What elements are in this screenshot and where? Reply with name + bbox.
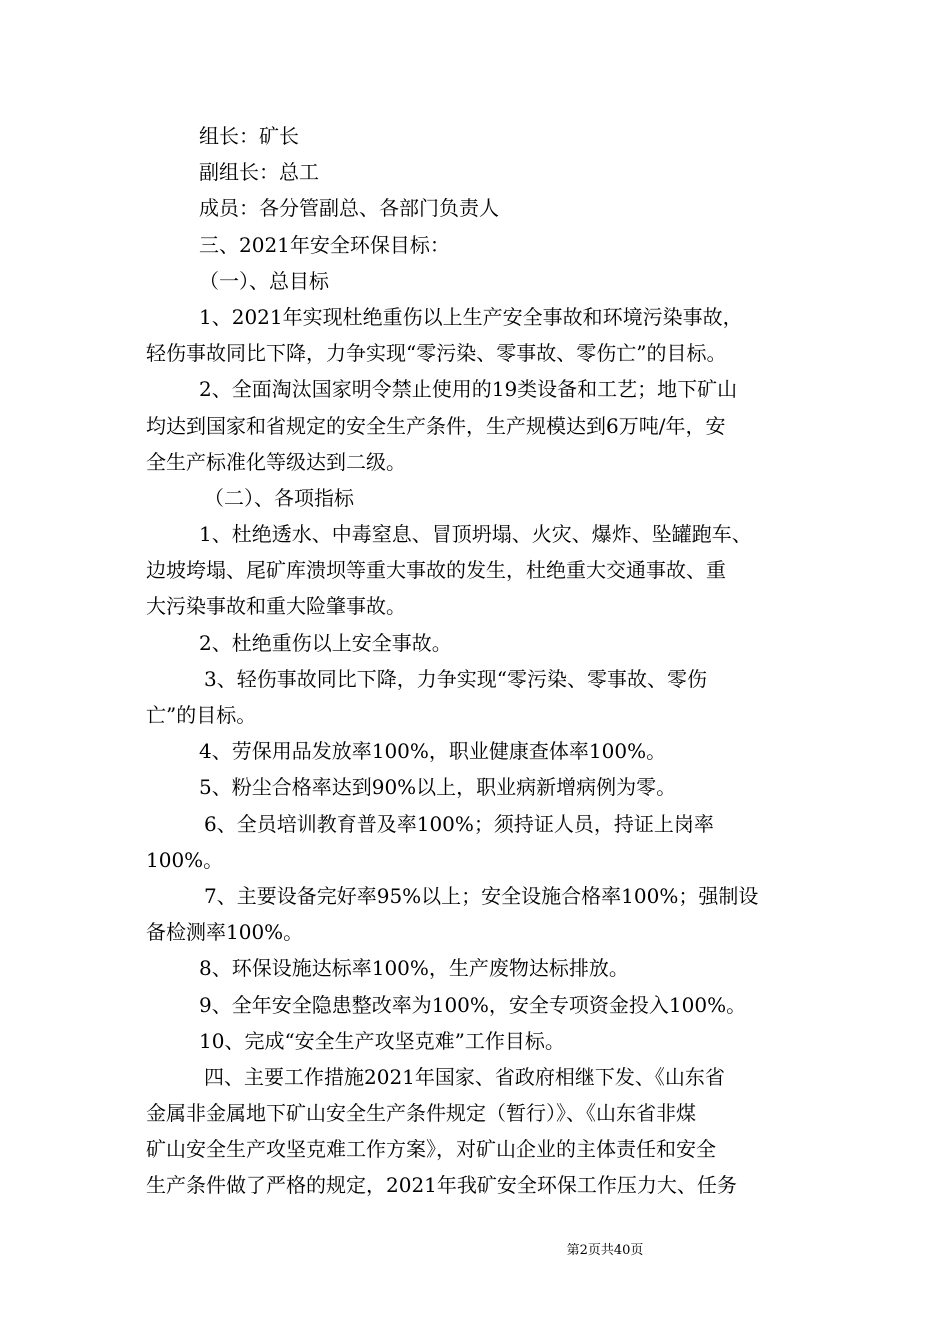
- text-line: 矿山安全生产攻坚克难工作方案》，对矿山企业的主体责任和安全: [146, 1137, 716, 1162]
- text-line: 大污染事故和重大险肇事故。: [146, 594, 406, 619]
- text-line: 均达到国家和省规定的安全生产条件，生产规模达到6万吨/年，安: [146, 413, 726, 438]
- text-line: 100%。: [146, 847, 224, 872]
- text-line: 6、全员培训教育普及率100%；须持证人员，持证上岗率: [204, 811, 714, 836]
- document-body: [146, 118, 811, 1204]
- subsection-heading: （一）、总目标: [199, 268, 329, 293]
- text-line: 生产条件做了严格的规定，2021年我矿安全环保工作压力大、任务: [146, 1173, 737, 1198]
- text-line: 3、轻伤事故同比下降，力争实现“零污染、零事故、零伤: [204, 666, 707, 691]
- text-line: 1、2021年实现杜绝重伤以上生产安全事故和环境污染事故，: [199, 304, 743, 329]
- text-line: 组长：矿长: [199, 124, 299, 148]
- text-line: 亡”的目标。: [146, 703, 257, 727]
- text-line: 1、杜绝透水、中毒窒息、冒顶坍塌、火灾、爆炸、坠罐跑车、: [199, 522, 752, 547]
- text-line: 8、环保设施达标率100%，生产废物达标排放。: [199, 956, 629, 981]
- section-heading: 三、2021年安全环保目标：: [199, 232, 450, 257]
- text-line: 全生产标准化等级达到二级。: [146, 449, 406, 474]
- text-line: 成员：各分管副总、各部门负责人: [199, 196, 499, 221]
- text-line: 轻伤事故同比下降，力争实现“零污染、零事故、零伤亡”的目标。: [146, 341, 727, 366]
- text-line: 2、全面淘汰国家明令禁止使用的19类设备和工艺；地下矿山: [199, 377, 738, 402]
- text-line: 5、粉尘合格率达到90%以上，职业病新增病例为零。: [199, 775, 677, 800]
- text-line: 边坡垮塌、尾矿库溃坝等重大事故的发生，杜绝重大交通事故、重: [146, 558, 726, 583]
- text-line: 金属非金属地下矿山安全生产条件规定（暂行）》、《山东省非煤: [146, 1101, 696, 1126]
- page-number: 第2页共40页: [566, 1243, 644, 1258]
- section-heading: 四、主要工作措施2021年国家、省政府相继下发、《山东省: [204, 1064, 725, 1089]
- text-line: 9、全年安全隐患整改率为100%，安全专项资金投入100%。: [199, 992, 747, 1017]
- text-line: 副组长：总工: [199, 160, 319, 185]
- page-footer: [0, 1239, 950, 1258]
- subsection-heading: （二）、各项指标: [204, 485, 354, 510]
- text-line: 2、杜绝重伤以上安全事故。: [199, 630, 452, 655]
- text-line: 7、主要设备完好率95%以上；安全设施合格率100%；强制设: [204, 883, 759, 908]
- text-line: 4、劳保用品发放率100%，职业健康查体率100%。: [199, 739, 667, 764]
- text-line: 10、完成“安全生产攻坚克难”工作目标。: [199, 1028, 565, 1053]
- text-line: 备检测率100%。: [146, 920, 304, 945]
